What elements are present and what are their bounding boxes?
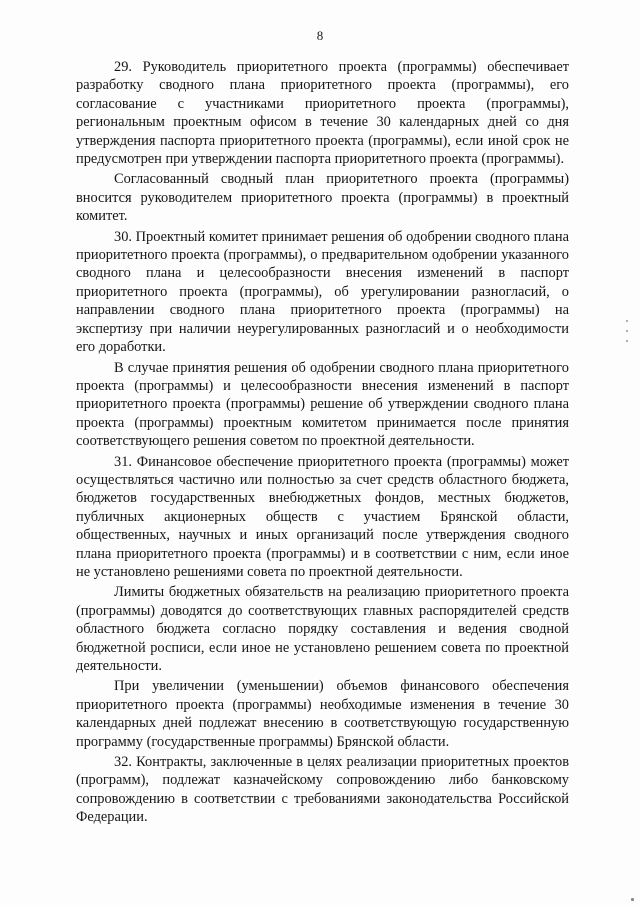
paragraph-31-changes: При увеличении (уменьшении) объемов финансового обеспечения приоритетного проекта (программы) необходимые изменения в течение 30 календарных дней подлежат внесению в соответствующую государственную программу (государственные программы) Брянской области. (76, 678, 569, 750)
paragraph-29-approval: Согласованный сводный план приоритетного проекта (программы) вносится руководителем приоритетного проекта (программы) в проектный комитет. (76, 171, 569, 225)
paragraph-30-decision: В случае принятия решения об одобрении сводного плана приоритетного проекта (программы) и целесообразности внесения изменений в паспорт приоритетного проекта (программы) решение об утверждении сводного плана проекта (программы) проектным комитетом принимается после принятия соответствующего решения советом по проектной деятельности. (76, 359, 569, 450)
document-body (76, 58, 569, 829)
paragraph-32: 32. Контракты, заключенные в целях реализации приоритетных проектов (программ), подлежат казначейскому сопровождению либо банковскому сопровождению в соответствии с требованиями законодательства Российской Федерации. (76, 754, 569, 826)
scan-corner-mark (631, 898, 634, 901)
scan-specks (626, 320, 630, 360)
paragraph-29: 29. Руководитель приоритетного проекта (программы) обеспечивает разработку сводного плана приоритетного проекта (программы), его согласование с участниками приоритетного проекта (программы), региональным проектным офисом в течение 30 календарных дней со дня утверждения паспорта приоритетного проекта (программы), если иной срок не предусмотрен при утверждении паспорта приоритетного проекта (программы). (76, 59, 569, 168)
paragraph-31: 31. Финансовое обеспечение приоритетного проекта (программы) может осуществляться частично или полностью за счет средств областного бюджета, бюджетов государственных внебюджетных фондов, местных бюджетов, публичных акционерных обществ с участием Брянской области, общественных, научных и иных организаций после утверждения сводного плана приоритетного проекта (программы) и в соответствии с ним, если иное не установлено решениями совета по проектной деятельности. (76, 453, 569, 580)
paragraph-31-limits: Лимиты бюджетных обязательств на реализацию приоритетного проекта (программы) доводятся до соответствующих главных распорядителей средств областного бюджета согласно порядку составления и ведения сводной бюджетной росписи, если иное не установлено решением совета по проектной деятельности. (76, 584, 569, 674)
page-number: 8 (316, 28, 324, 43)
paragraph-30: 30. Проектный комитет принимает решения об одобрении сводного плана приоритетного проекта (программы), о предварительном одобрении указанного сводного плана и целесообразности внесения изменений в паспорт приоритетного проекта (программы), об урегулировании разногласий, о направлении сводного плана приоритетного проекта (программы) на экспертизу при наличии неурегулированных разногласий и о необходимости его доработки. (76, 228, 569, 356)
